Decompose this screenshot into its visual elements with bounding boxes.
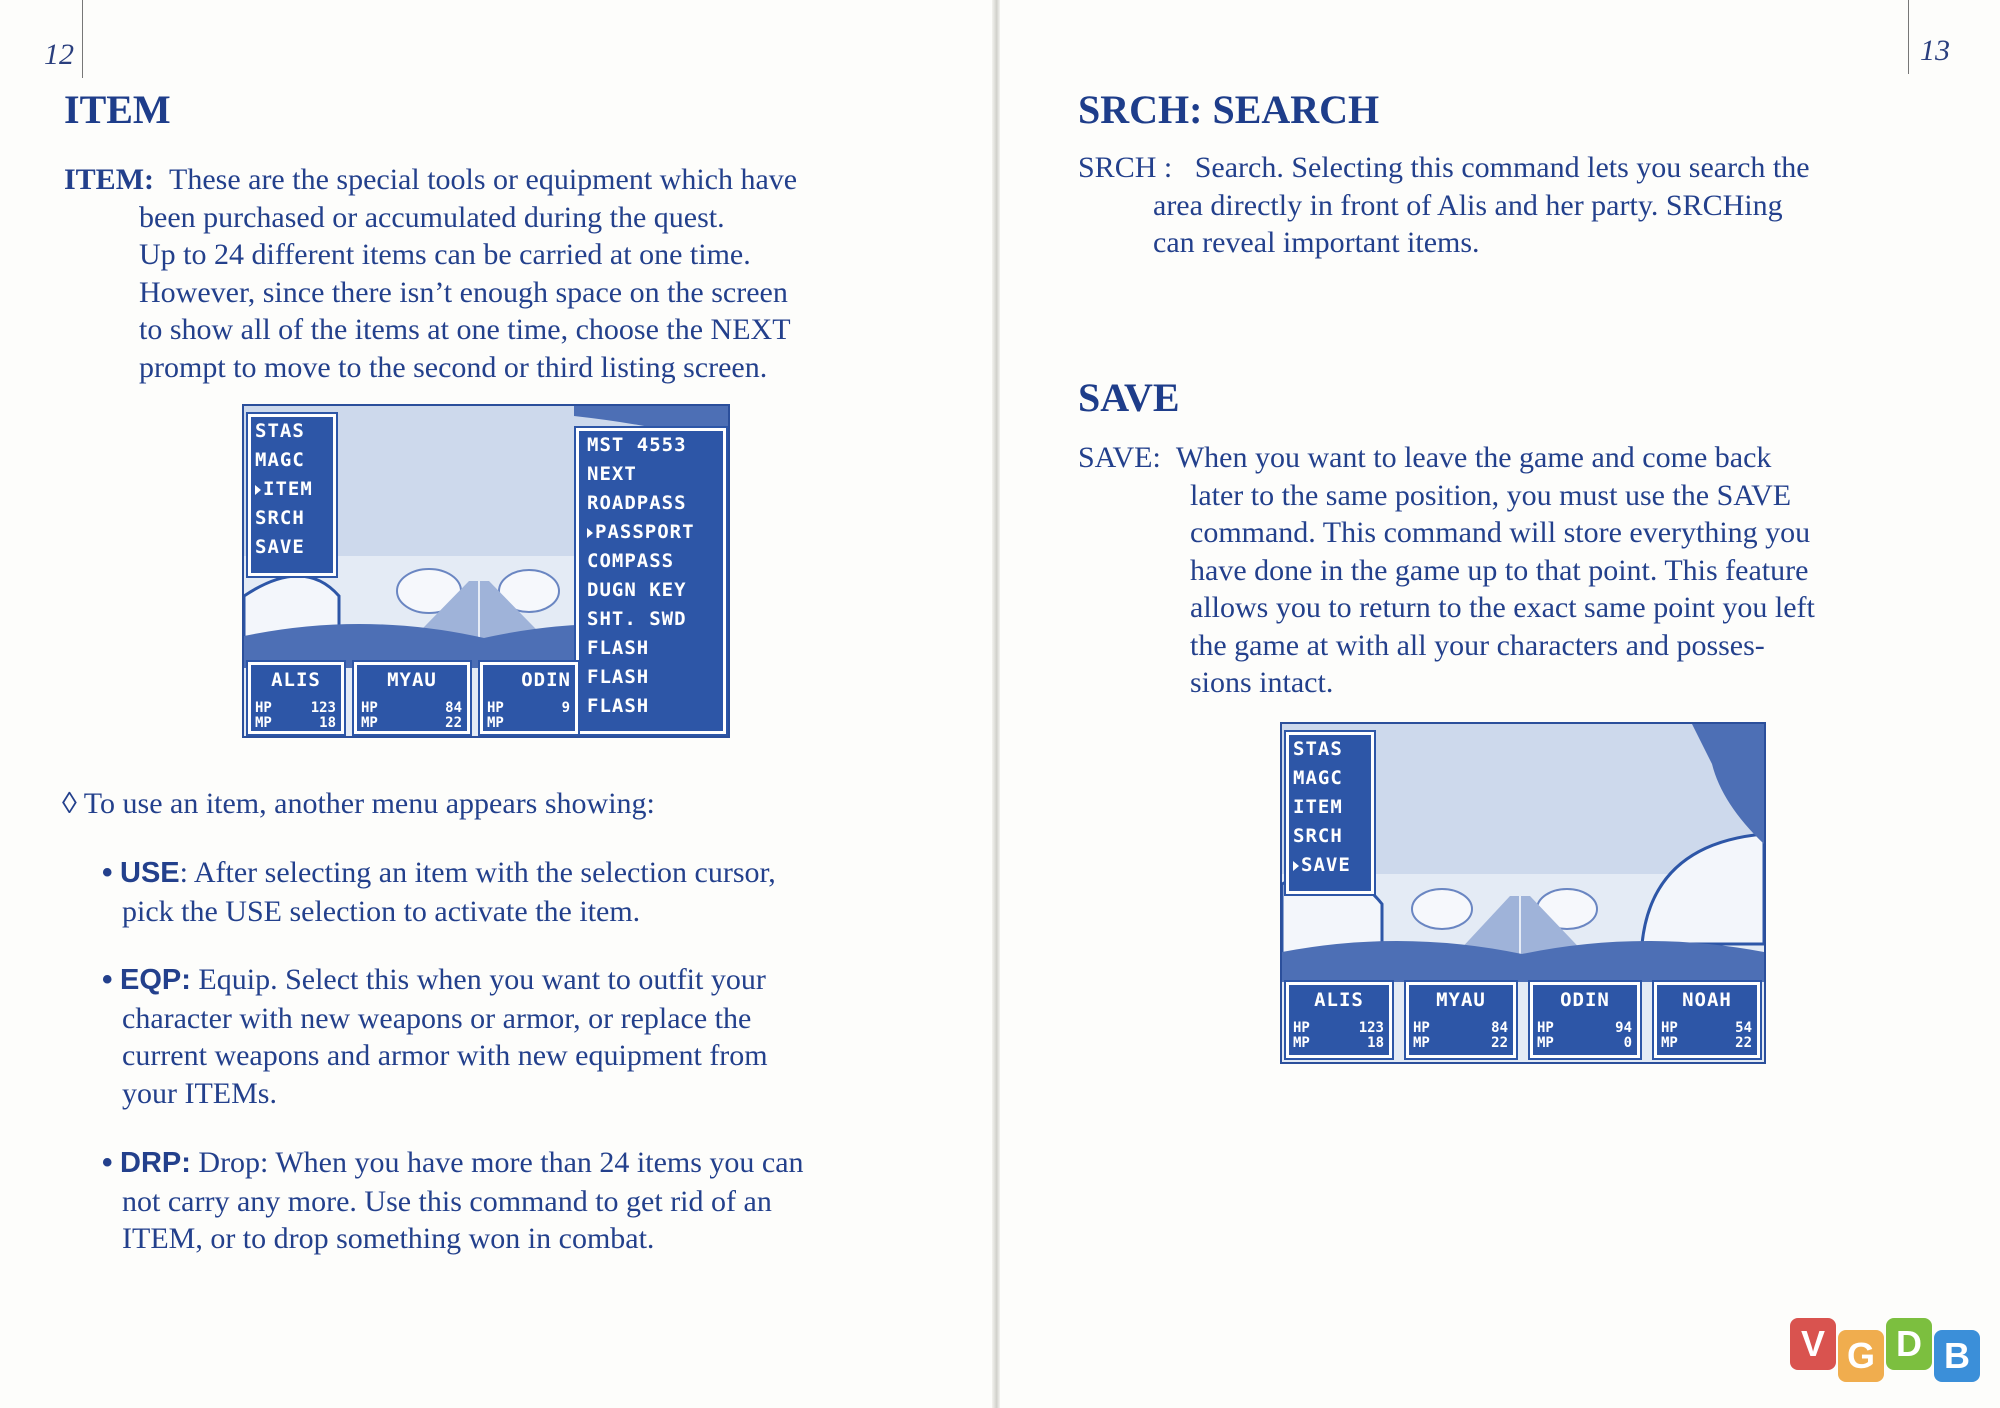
page-rule-left <box>82 0 83 78</box>
cursor-icon <box>587 528 593 538</box>
item-line: been purchased or accumulated during the quest. <box>139 200 725 234</box>
item-flash: FLASH <box>587 637 650 659</box>
item-next: NEXT <box>587 463 637 485</box>
mp-value: 22 <box>445 715 462 731</box>
hp-label: HP <box>1413 1020 1430 1036</box>
status-name: ODIN <box>1560 989 1610 1011</box>
mp-label: MP <box>1537 1035 1554 1051</box>
item-paragraph <box>64 161 944 386</box>
bullet-line: pick the USE selection to activate the item. <box>122 894 641 928</box>
status-noah <box>1654 982 1760 1058</box>
item-first-line: These are the special tools or equipment which have <box>169 163 798 196</box>
item-sht-swd: SHT. SWD <box>587 608 687 630</box>
menu-save: SAVE <box>1301 854 1351 876</box>
hp-value: 9 <box>561 700 570 716</box>
logo-tile: D <box>1886 1318 1932 1370</box>
srch-first-line: Search. Selecting this command lets you search the <box>1194 151 1810 184</box>
save-line: allows you to return to the exact same point you left <box>1190 591 1815 624</box>
mp-label: MP <box>255 715 272 731</box>
srch-lead: SRCH : <box>1078 151 1173 184</box>
use-intro: ◊ To use an item, another menu appears showing: <box>62 787 655 820</box>
mp-label: MP <box>1293 1035 1310 1051</box>
page-number-right: 13 <box>1920 34 1950 67</box>
status-name: MYAU <box>1436 989 1486 1011</box>
bullet-key: DRP: <box>120 1147 191 1179</box>
bullet-sep: : <box>179 856 188 889</box>
menu-magc: MAGC <box>255 449 305 471</box>
srch-line: can reveal important items. <box>1153 226 1480 259</box>
hp-label: HP <box>255 700 272 716</box>
save-lead: SAVE: <box>1078 441 1161 474</box>
item-lead: ITEM: <box>64 163 154 196</box>
menu-magc: MAGC <box>1293 767 1343 789</box>
hp-value: 123 <box>1358 1020 1384 1036</box>
heading-srch: SRCH: SEARCH <box>1078 87 1380 132</box>
status-alis <box>1286 982 1392 1058</box>
hp-label: HP <box>1661 1020 1678 1036</box>
status-odin <box>1530 982 1640 1058</box>
menu-stas: STAS <box>255 420 305 442</box>
item-line: to show all of the items at one time, choose the NEXT <box>139 313 791 346</box>
item-compass: COMPASS <box>587 550 675 572</box>
save-line: later to the same position, you must use the SAVE <box>1190 478 1792 512</box>
mp-label: MP <box>1661 1035 1678 1051</box>
cursor-icon <box>1293 861 1299 871</box>
vgdb-logo <box>1790 1318 1990 1384</box>
bullet-dot: • <box>102 856 113 889</box>
logo-tile: G <box>1838 1330 1884 1382</box>
mp-label: MP <box>1413 1035 1430 1051</box>
item-passport: PASSPORT <box>595 521 695 543</box>
hp-label: HP <box>487 700 504 716</box>
command-menu <box>248 414 336 576</box>
heading-save: SAVE <box>1078 375 1180 420</box>
save-menu-screenshot <box>1280 722 1766 1064</box>
hp-value: 84 <box>1491 1020 1508 1036</box>
bullet-key: EQP: <box>120 964 191 996</box>
hp-label: HP <box>361 700 378 716</box>
mp-value: 22 <box>1735 1035 1752 1051</box>
book-gutter <box>992 0 1000 1408</box>
bullet-eqp <box>102 961 962 1112</box>
mp-label: MP <box>487 715 504 731</box>
cursor-icon <box>255 485 261 495</box>
item-line: Up to 24 different items can be carried at one time. <box>139 238 751 271</box>
bullet-line: current weapons and armor with new equipment from <box>122 1039 768 1072</box>
hp-value: 123 <box>310 700 336 716</box>
bullet-dot: • <box>102 1146 113 1179</box>
status-name: MYAU <box>387 669 437 691</box>
bullet-line: After selecting an item with the selection cursor, <box>193 856 776 889</box>
logo-tile: V <box>1790 1318 1836 1370</box>
save-line: sions intact. <box>1190 666 1334 699</box>
mp-value: 18 <box>319 715 336 731</box>
bullet-line: Equip. Select this when you want to outfit your <box>198 963 766 996</box>
meseta-amount: MST 4553 <box>587 434 687 456</box>
page-number-left: 12 <box>44 38 74 71</box>
save-line: the game at with all your characters and posses- <box>1190 628 1765 662</box>
status-myau <box>1406 982 1516 1058</box>
menu-srch: SRCH <box>1293 825 1343 847</box>
menu-item: ITEM <box>1293 796 1343 818</box>
item-line: However, since there isn’t enough space on the screen <box>139 275 788 309</box>
item-menu-screenshot <box>242 404 730 738</box>
mp-value: 0 <box>1623 1035 1632 1051</box>
hp-label: HP <box>1537 1020 1554 1036</box>
bullet-key: USE <box>120 857 180 889</box>
bullet-line: ITEM, or to drop something won in combat. <box>122 1222 655 1255</box>
item-dugn-key: DUGN KEY <box>587 579 687 601</box>
menu-save: SAVE <box>255 536 305 558</box>
logo-tile: B <box>1934 1330 1980 1382</box>
heading-item: ITEM <box>64 87 171 132</box>
menu-stas: STAS <box>1293 738 1343 760</box>
hp-value: 54 <box>1735 1020 1752 1036</box>
status-name: ALIS <box>271 669 321 691</box>
status-myau <box>354 662 470 734</box>
mp-value: 22 <box>1491 1035 1508 1051</box>
mp-label: MP <box>361 715 378 731</box>
hp-value: 84 <box>445 700 462 716</box>
bullet-use <box>102 854 962 930</box>
bullet-line: your ITEMs. <box>122 1076 277 1110</box>
srch-paragraph <box>1078 149 1978 262</box>
page-rule-right <box>1908 0 1909 74</box>
status-name: ALIS <box>1314 989 1364 1011</box>
item-line: prompt to move to the second or third listing screen. <box>139 350 768 384</box>
hp-label: HP <box>1293 1020 1310 1036</box>
status-name: ODIN <box>521 669 571 691</box>
save-paragraph <box>1078 439 1978 702</box>
item-flash: FLASH <box>587 695 650 717</box>
save-first-line: When you want to leave the game and come back <box>1175 441 1772 474</box>
save-line: command. This command will store everything you <box>1190 516 1811 549</box>
save-line: have done in the game up to that point. This feature <box>1190 553 1809 587</box>
bullet-line: not carry any more. Use this command to get rid of an <box>122 1184 772 1218</box>
status-name: NOAH <box>1682 989 1732 1011</box>
hp-value: 94 <box>1615 1020 1632 1036</box>
item-roadpass: ROADPASS <box>587 492 687 514</box>
item-flash: FLASH <box>587 666 650 688</box>
menu-srch: SRCH <box>255 507 305 529</box>
bullet-drp <box>102 1144 962 1258</box>
status-alis <box>248 662 344 734</box>
menu-item: ITEM <box>263 478 313 500</box>
bullet-line: character with new weapons or armor, or replace the <box>122 1001 752 1035</box>
bullet-line: Drop: When you have more than 24 items you can <box>198 1146 804 1179</box>
mp-value: 18 <box>1367 1035 1384 1051</box>
item-list-window <box>576 428 726 734</box>
status-odin <box>480 662 578 734</box>
bullet-dot: • <box>102 963 113 996</box>
command-menu <box>1286 732 1374 894</box>
srch-line: area directly in front of Alis and her party. SRCHing <box>1153 188 1783 222</box>
